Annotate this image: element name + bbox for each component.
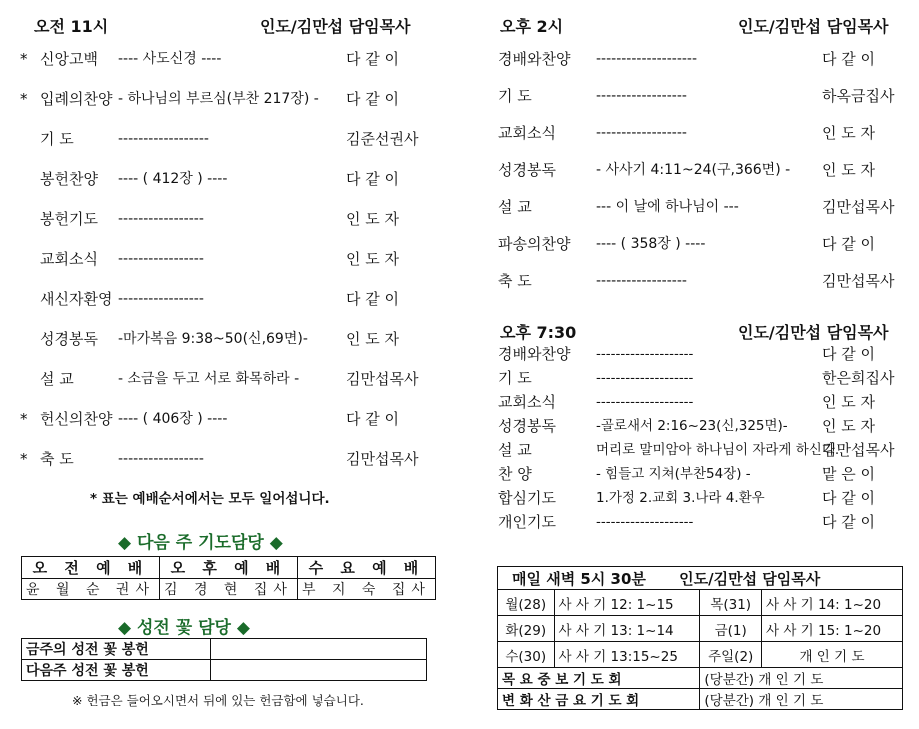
- order-label: 성경봉독: [498, 161, 556, 179]
- order-person: 김준선권사: [346, 130, 419, 148]
- flower-duty-table: [21, 638, 427, 681]
- dawn-reading: 사 사 기 13: 1~14: [554, 616, 700, 642]
- order-detail: -----------------: [118, 251, 204, 267]
- dawn-leader: 인도/김만섭 담임목사: [679, 569, 821, 588]
- order-detail: ------------------: [596, 125, 687, 141]
- morning-row: [20, 168, 420, 190]
- evening-row: [498, 343, 902, 365]
- dawn-reading: 사 사 기 12: 1~15: [554, 590, 700, 616]
- order-person: 다 같 이: [346, 50, 400, 68]
- dawn-title: 매일 새벽 5시 30분: [512, 569, 646, 588]
- order-detail: -골로새서 2:16~23(신,325면)-: [596, 418, 788, 434]
- duty-header: 오 후 예 배: [159, 557, 297, 579]
- flower-row-value: [211, 639, 427, 660]
- morning-row: [20, 88, 420, 110]
- order-detail: -마가복음 9:38~50(신,69면)-: [118, 331, 308, 347]
- evening-row: [498, 487, 902, 509]
- order-label: 설 교: [40, 370, 74, 388]
- order-detail: --------------------: [596, 514, 694, 530]
- order-label: 설 교: [498, 441, 532, 459]
- order-detail: ------------------: [596, 88, 687, 104]
- mark-star: *: [20, 450, 28, 468]
- order-label: 축 도: [498, 272, 532, 290]
- offering-note: ※ 헌금은 들어오시면서 뒤에 있는 헌금함에 넣습니다.: [72, 693, 364, 708]
- dawn-prayer-table: [497, 566, 903, 710]
- flower-row-value: [211, 660, 427, 681]
- order-detail: - 사사기 4:11~24(구,366면) -: [596, 162, 791, 178]
- duty-value: 김 경 현 집사: [159, 579, 297, 600]
- order-person: 다 같 이: [822, 345, 876, 363]
- dawn-reading: 사 사 기 13:15~25: [554, 642, 700, 668]
- afternoon-row: [498, 270, 902, 292]
- morning-row: [20, 408, 420, 430]
- order-label: 설 교: [498, 198, 532, 216]
- order-label: 성경봉독: [498, 417, 556, 435]
- evening-leader: 인도/김만섭 담임목사: [738, 323, 889, 342]
- order-detail: ---- ( 358장 ) ----: [596, 236, 706, 252]
- flower-row-label: 금주의 성전 꽃 봉헌: [22, 639, 211, 660]
- order-detail: ------------------: [596, 273, 687, 289]
- afternoon-time: 오후 2시: [500, 17, 564, 36]
- order-label: 입례의찬양: [40, 90, 113, 108]
- extra-prayer-name: 변 화 산 금 요 기 도 회: [498, 689, 700, 710]
- afternoon-leader: 인도/김만섭 담임목사: [738, 17, 889, 36]
- order-person: 김만섭목사: [346, 370, 419, 388]
- order-person: 김만섭목사: [822, 272, 895, 290]
- afternoon-row: [498, 122, 902, 144]
- order-person: 인 도 자: [346, 250, 400, 268]
- dawn-day: 목(31): [700, 590, 762, 616]
- order-label: 기 도: [498, 369, 532, 387]
- afternoon-row: [498, 233, 902, 255]
- order-label: 경배와찬양: [498, 345, 571, 363]
- evening-row: [498, 511, 902, 533]
- order-detail: -----------------: [118, 451, 204, 467]
- morning-leader: 인도/김만섭 담임목사: [260, 17, 411, 36]
- duty-value: 부 지 숙 집사: [297, 579, 435, 600]
- order-person: 맡 은 이: [822, 465, 876, 483]
- order-person: 다 같 이: [346, 410, 400, 428]
- order-detail: --------------------: [596, 346, 694, 362]
- mark-star: *: [20, 410, 28, 428]
- order-detail: - 소금을 두고 서로 화목하라 -: [118, 371, 300, 387]
- dawn-day: 화(29): [498, 616, 555, 642]
- order-label: 기 도: [498, 87, 532, 105]
- morning-row: [20, 248, 420, 270]
- order-label: 새신자환영: [40, 290, 113, 308]
- prayer-duty-title: ◆ 다음 주 기도담당 ◆: [118, 533, 283, 553]
- dawn-day: 금(1): [700, 616, 762, 642]
- order-person: 김만섭목사: [346, 450, 419, 468]
- morning-row: [20, 48, 420, 70]
- prayer-duty-table: [21, 556, 436, 600]
- order-person: 다 같 이: [822, 235, 876, 253]
- flower-duty-title: ◆ 성전 꽃 담당 ◆: [118, 618, 250, 638]
- order-label: 교회소식: [498, 124, 556, 142]
- duty-header: 오 전 예 배: [22, 557, 160, 579]
- order-person: 인 도 자: [822, 393, 876, 411]
- dawn-day: 수(30): [498, 642, 555, 668]
- order-detail: - 하나님의 부르심(부찬 217장) -: [118, 91, 319, 107]
- order-label: 경배와찬양: [498, 50, 571, 68]
- order-detail: --------------------: [596, 394, 694, 410]
- morning-row: [20, 448, 420, 470]
- order-label: 교회소식: [498, 393, 556, 411]
- evening-row: [498, 463, 902, 485]
- flower-row-label: 다음주 성전 꽃 봉헌: [22, 660, 211, 681]
- order-person: 다 같 이: [822, 489, 876, 507]
- order-person: 인 도 자: [822, 124, 876, 142]
- morning-time: 오전 11시: [34, 17, 109, 36]
- morning-row: [20, 208, 420, 230]
- standing-note: * 표는 예배순서에서는 모두 일어섭니다.: [90, 491, 330, 507]
- order-person: 다 같 이: [346, 170, 400, 188]
- order-detail: --- 이 날에 하나님이 ---: [596, 199, 739, 215]
- afternoon-row: [498, 196, 902, 218]
- order-label: 축 도: [40, 450, 74, 468]
- order-person: 인 도 자: [822, 161, 876, 179]
- morning-row: [20, 368, 420, 390]
- order-label: 교회소식: [40, 250, 98, 268]
- dawn-reading: 사 사 기 14: 1~20: [762, 590, 903, 616]
- afternoon-row: [498, 159, 902, 181]
- evening-row: [498, 367, 902, 389]
- order-person: 다 같 이: [822, 50, 876, 68]
- mark-star: *: [20, 90, 28, 108]
- order-detail: ---- ( 412장 ) ----: [118, 171, 228, 187]
- dawn-reading: 개 인 기 도: [762, 642, 903, 668]
- afternoon-row: [498, 48, 902, 70]
- order-label: 헌신의찬양: [40, 410, 113, 428]
- morning-row: [20, 328, 420, 350]
- morning-row: [20, 288, 420, 310]
- order-label: 기 도: [40, 130, 74, 148]
- mark-star: *: [20, 50, 28, 68]
- order-detail: --------------------: [596, 51, 698, 67]
- order-label: 봉헌찬양: [40, 170, 98, 188]
- order-detail: - 힘들고 지쳐(부찬54장) -: [596, 466, 751, 482]
- order-label: 찬 양: [498, 465, 532, 483]
- dawn-day: 주일(2): [700, 642, 762, 668]
- order-detail: 머리로 말미암아 하나님이 자라게 하신다.: [596, 442, 840, 458]
- order-person: 인 도 자: [346, 210, 400, 228]
- order-detail: ---- 사도신경 ----: [118, 51, 222, 67]
- order-detail: ------------------: [118, 131, 209, 147]
- evening-row: [498, 415, 902, 437]
- evening-row: [498, 439, 902, 461]
- evening-row: [498, 391, 902, 413]
- duty-header: 수 요 예 배: [297, 557, 435, 579]
- order-label: 개인기도: [498, 513, 556, 531]
- order-person: 김만섭목사: [822, 441, 895, 459]
- order-label: 파송의찬양: [498, 235, 571, 253]
- order-detail: 1.가정 2.교회 3.나라 4.환우: [596, 490, 765, 506]
- order-person: 하옥금집사: [822, 87, 895, 105]
- extra-prayer-value: (당분간) 개 인 기 도: [700, 668, 903, 689]
- order-person: 다 같 이: [346, 290, 400, 308]
- order-person: 다 같 이: [346, 90, 400, 108]
- order-label: 합심기도: [498, 489, 556, 507]
- duty-value: 윤 월 순 권사: [22, 579, 160, 600]
- order-detail: --------------------: [596, 370, 694, 386]
- order-person: 인 도 자: [822, 417, 876, 435]
- evening-time: 오후 7:30: [500, 323, 577, 342]
- order-detail: -----------------: [118, 211, 204, 227]
- order-person: 한은희집사: [822, 369, 895, 387]
- order-person: 다 같 이: [822, 513, 876, 531]
- extra-prayer-name: 목 요 중 보 기 도 회: [498, 668, 700, 689]
- order-person: 김만섭목사: [822, 198, 895, 216]
- dawn-day: 월(28): [498, 590, 555, 616]
- afternoon-row: [498, 85, 902, 107]
- order-detail: -----------------: [118, 291, 204, 307]
- order-label: 성경봉독: [40, 330, 98, 348]
- morning-row: [20, 128, 420, 150]
- extra-prayer-value: (당분간) 개 인 기 도: [700, 689, 903, 710]
- order-label: 신앙고백: [40, 50, 98, 68]
- order-person: 인 도 자: [346, 330, 400, 348]
- dawn-reading: 사 사 기 15: 1~20: [762, 616, 903, 642]
- order-detail: ---- ( 406장 ) ----: [118, 411, 228, 427]
- order-label: 봉헌기도: [40, 210, 98, 228]
